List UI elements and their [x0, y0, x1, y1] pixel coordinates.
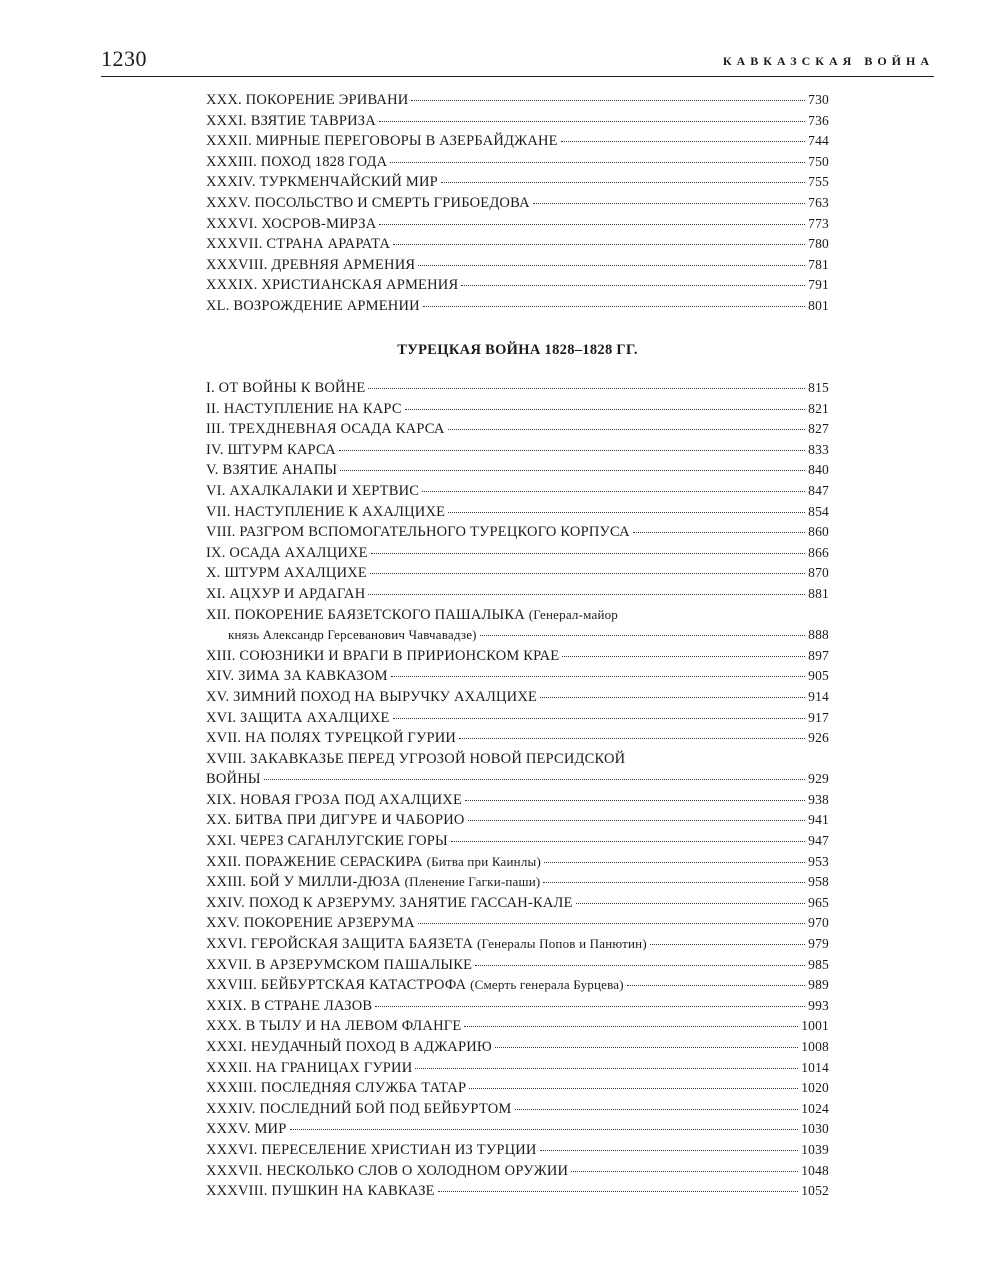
toc-entry-title: XXXIV. ТУРКМЕНЧАЙСКИЙ МИР: [206, 174, 438, 191]
toc-entry-page: 970: [808, 915, 829, 931]
toc-entry: [206, 440, 829, 461]
toc-entry-continuation: ВОЙНЫ: [206, 771, 261, 788]
toc-entry-title: XXX. ПОКОРЕНИЕ ЭРИВАНИ: [206, 92, 409, 108]
toc-entry: [206, 234, 829, 255]
toc-entry-note: (Пленение Гагки-паши): [404, 874, 541, 890]
toc-entry-page: 847: [808, 482, 829, 498]
toc-entry-page: 929: [808, 771, 829, 787]
dot-leader: [465, 799, 805, 801]
toc-entry-title: IX. ОСАДА АХАЛЦИХЕ: [206, 544, 368, 561]
toc-list-part1: [206, 90, 829, 317]
toc-entry-page: 801: [808, 297, 829, 313]
toc-entry: [206, 193, 829, 214]
dot-leader: [561, 140, 805, 142]
toc-entry: [206, 790, 829, 811]
toc-entry-page: 866: [808, 544, 829, 560]
toc-entry-page: 763: [808, 194, 829, 210]
dot-leader: [405, 408, 805, 410]
toc-entry-title: XXXI. ВЗЯТИЕ ТАВРИЗА: [206, 112, 376, 129]
toc-entry-page: 905: [808, 668, 829, 684]
dot-leader: [368, 593, 805, 595]
toc-entry: [206, 296, 829, 317]
toc-entry: [206, 666, 829, 687]
toc-entry-title: XXXVIII. ДРЕВНЯЯ АРМЕНИЯ: [206, 256, 416, 273]
dot-leader: [576, 902, 805, 904]
toc-entry-page: 1039: [801, 1141, 829, 1157]
toc-entry-title: XXXIII. ПОХОД 1828 ГОДА: [206, 153, 388, 170]
dot-leader: [423, 305, 805, 307]
toc-entry-page: 781: [808, 256, 829, 272]
dot-leader: [544, 861, 805, 863]
toc-entry-title: XXVIII. БЕЙБУРТСКАЯ КАТАСТРОФА: [206, 977, 467, 994]
toc-entry-page: 953: [808, 853, 829, 869]
toc-entry: [206, 460, 829, 481]
toc-entry-title: XXXVII. НЕСКОЛЬКО СЛОВ О ХОЛОДНОМ ОРУЖИИ: [206, 1162, 569, 1179]
toc-entry: [206, 131, 829, 152]
dot-leader: [461, 284, 805, 286]
toc-entry-title: XI. АЦХУР И АРДАГАН: [206, 585, 366, 602]
toc-entry-page: 854: [808, 503, 829, 519]
toc-entry: [206, 852, 829, 873]
toc-entry-title: IV. ШТУРМ КАРСА: [206, 441, 336, 458]
toc-entry-title: XVIII. ЗАКАВКАЗЬЕ ПЕРЕД УГРОЗОЙ НОВОЙ ПЕРСИДСКОЙ: [206, 750, 626, 767]
toc-entry: [206, 481, 829, 502]
toc-entry-page: 815: [808, 380, 829, 395]
running-title: КАВКАЗСКАЯ ВОЙНА: [722, 54, 934, 68]
toc-entry: [206, 152, 829, 173]
toc-entry-page: 730: [808, 92, 829, 107]
page-header: [101, 46, 934, 77]
dot-leader: [540, 696, 805, 698]
toc-entry: [206, 543, 829, 564]
toc-entry-page: 1008: [801, 1039, 829, 1054]
toc-entry-page: 736: [808, 112, 829, 128]
dot-leader: [515, 1108, 799, 1110]
toc-list-part2: [206, 378, 829, 1202]
toc-entry-page: 755: [808, 174, 829, 190]
dot-leader: [391, 675, 805, 677]
toc-entry: [206, 522, 829, 543]
toc-entry-page: 840: [808, 462, 829, 478]
toc-entry-title: XXIV. ПОХОД К АРЗЕРУМУ. ЗАНЯТИЕ ГАССАН-КАЛЕ: [206, 894, 573, 911]
toc-entry: [206, 1037, 829, 1058]
toc-entry-page: 1030: [801, 1121, 829, 1137]
dot-leader: [464, 1025, 798, 1027]
toc-entry-title: VI. АХАЛКАЛАКИ И ХЕРТВИС: [206, 482, 420, 499]
toc-entry-page: 780: [808, 236, 829, 252]
toc-entry-title: V. ВЗЯТИЕ АНАПЫ: [206, 462, 338, 479]
dot-leader: [418, 264, 805, 266]
toc-entry-title: XXXV. МИР: [206, 1121, 287, 1138]
toc-entry-title: XXVI. ГЕРОЙСКАЯ ЗАЩИТА БАЯЗЕТА: [206, 936, 474, 953]
toc-entry-page: 1014: [801, 1059, 829, 1075]
toc-entry: [206, 975, 829, 996]
toc-entry: [206, 728, 829, 749]
section-heading: ТУРЕЦКАЯ ВОЙНА 1828–1828 ГГ.: [397, 342, 638, 358]
dot-leader: [633, 531, 805, 533]
toc-entry: [206, 584, 829, 605]
toc-entry-line: [206, 605, 829, 626]
toc-entry-page: 989: [808, 977, 829, 993]
dot-leader: [418, 922, 806, 924]
toc-entry-title: XXII. ПОРАЖЕНИЕ СЕРАСКИРА: [206, 853, 423, 870]
toc-entry-title: XXXII. МИРНЫЕ ПЕРЕГОВОРЫ В АЗЕРБАЙДЖАНЕ: [206, 133, 558, 150]
dot-leader: [393, 243, 805, 245]
toc-entry-page: 1052: [801, 1183, 829, 1199]
toc-entry: [206, 111, 829, 132]
toc-entry: [206, 90, 829, 111]
toc-entry-title: XXIII. БОЙ У МИЛЛИ-ДЮЗА: [206, 874, 401, 891]
toc-entry-page: 993: [808, 997, 829, 1013]
dot-leader: [448, 428, 806, 430]
toc-entry-page: 827: [808, 421, 829, 437]
toc-entry-page: 744: [808, 133, 829, 149]
toc-entry-title: XIII. СОЮЗНИКИ И ВРАГИ В ПРИРИОНСКОМ КРАЕ: [206, 647, 560, 664]
toc-entry-title: XL. ВОЗРОЖДЕНИЕ АРМЕНИИ: [206, 297, 420, 314]
dot-leader: [340, 469, 805, 471]
toc-entry: [206, 1119, 829, 1140]
toc-entry: [206, 893, 829, 914]
toc-entry: [206, 378, 829, 399]
dot-leader: [448, 511, 805, 513]
toc-entry-page: 947: [808, 833, 829, 849]
toc-entry-page: 1020: [801, 1080, 829, 1096]
toc-entry-page: 926: [808, 730, 829, 746]
toc-entry-title: II. НАСТУПЛЕНИЕ НА КАРС: [206, 400, 402, 417]
toc-entry-page: 1001: [801, 1018, 829, 1034]
dot-leader: [571, 1170, 798, 1172]
toc-entry: [206, 1058, 829, 1079]
toc-entry: [206, 955, 829, 976]
toc-entry: [206, 1099, 829, 1120]
dot-leader: [475, 964, 805, 966]
toc-entry-note: (Генерал-майор: [528, 606, 618, 622]
dot-leader: [533, 202, 805, 204]
toc-entry-title: VIII. РАЗГРОМ ВСПОМОГАТЕЛЬНОГО ТУРЕЦКОГО КОРПУСА: [206, 524, 630, 541]
toc-entry-title: XXXVII. СТРАНА АРАРАТА: [206, 236, 391, 253]
toc-entry-title: X. ШТУРМ АХАЛЦИХЕ: [206, 565, 367, 582]
dot-leader: [480, 634, 805, 636]
dot-leader: [390, 161, 805, 163]
toc-entry-title: XXIX. В СТРАНЕ ЛАЗОВ: [206, 997, 373, 1014]
toc-entry-page: 941: [808, 812, 829, 828]
toc-entry-title: XXVII. В АРЗЕРУМСКОМ ПАШАЛЫКЕ: [206, 956, 473, 973]
toc-entry-title: XIV. ЗИМА ЗА КАВКАЗОМ: [206, 668, 388, 685]
toc-entry-page: 750: [808, 153, 829, 169]
toc-entry-title: XXI. ЧЕРЕЗ САГАНЛУГСКИЕ ГОРЫ: [206, 833, 448, 850]
dot-leader: [495, 1046, 798, 1048]
toc-entry-title: XVI. ЗАЩИТА АХАЛЦИХЕ: [206, 709, 390, 726]
dot-leader: [370, 572, 805, 574]
toc-entry-page: 914: [808, 688, 829, 704]
toc-entry: [206, 563, 829, 584]
toc-entry-page: 833: [808, 441, 829, 457]
dot-leader: [422, 490, 805, 492]
dot-leader: [650, 943, 805, 945]
toc-entry: [206, 172, 829, 193]
dot-leader: [371, 552, 805, 554]
toc-entry: [206, 810, 829, 831]
dot-leader: [540, 1149, 799, 1151]
toc-entry-title: XXX. В ТЫЛУ И НА ЛЕВОМ ФЛАНГЕ: [206, 1018, 462, 1035]
toc-entry-page: 958: [808, 874, 829, 890]
dot-leader: [368, 387, 805, 389]
toc-entry: [206, 872, 829, 893]
toc-entry-note: (Смерть генерала Бурцева): [470, 977, 624, 993]
toc-entry-title: XX. БИТВА ПРИ ДИГУРЕ И ЧАБОРИО: [206, 812, 465, 829]
toc-entry: [206, 399, 829, 420]
toc-entry-title: XXXII. НА ГРАНИЦАХ ГУРИИ: [206, 1059, 413, 1076]
toc-entry: [206, 769, 829, 790]
toc-entry: [206, 419, 829, 440]
toc-entry-title: I. ОТ ВОЙНЫ К ВОЙНЕ: [206, 380, 366, 396]
toc-entry: [206, 214, 829, 235]
toc-entry: [206, 831, 829, 852]
toc-entry-page: 897: [808, 647, 829, 663]
dot-leader: [562, 655, 805, 657]
dot-leader: [469, 1087, 798, 1089]
toc-entry-page: 965: [808, 894, 829, 910]
dot-leader: [451, 840, 805, 842]
toc-entry: [206, 1181, 829, 1202]
toc-entry: [206, 1078, 829, 1099]
toc-entry: [206, 934, 829, 955]
toc-entry-page: 1024: [801, 1100, 829, 1116]
toc-entry-title: XXXVI. ПЕРЕСЕЛЕНИЕ ХРИСТИАН ИЗ ТУРЦИИ: [206, 1141, 537, 1158]
toc-entry: [206, 708, 829, 729]
toc-entry: [206, 275, 829, 296]
toc-entry-page: 979: [808, 936, 829, 952]
toc-entry-title: XV. ЗИМНИЙ ПОХОД НА ВЫРУЧКУ АХАЛЦИХЕ: [206, 688, 538, 705]
dot-leader: [379, 223, 805, 225]
toc-entry-title: XIX. НОВАЯ ГРОЗА ПОД АХАЛЦИХЕ: [206, 791, 463, 808]
toc-entry: [206, 913, 829, 934]
toc-entry-title: XXXIV. ПОСЛЕДНИЙ БОЙ ПОД БЕЙБУРТОМ: [206, 1100, 512, 1117]
toc-entry-title: XXXVI. ХОСРОВ-МИРЗА: [206, 215, 377, 232]
toc-entry-title: XXXVIII. ПУШКИН НА КАВКАЗЕ: [206, 1183, 435, 1200]
toc-entry-page: 881: [808, 585, 829, 601]
toc-entry-page: 821: [808, 400, 829, 416]
toc-entry-title: XII. ПОКОРЕНИЕ БАЯЗЕТСКОГО ПАШАЛЫКА: [206, 606, 525, 623]
dot-leader: [459, 737, 805, 739]
dot-leader: [627, 984, 805, 986]
toc-entry-page: 773: [808, 215, 829, 231]
toc-entry-title: III. ТРЕХДНЕВНАЯ ОСАДА КАРСА: [206, 421, 445, 438]
dot-leader: [411, 99, 805, 101]
toc-entry: [206, 1016, 829, 1037]
dot-leader: [264, 778, 805, 780]
dot-leader: [339, 449, 805, 451]
toc-entry-page: 1048: [801, 1162, 829, 1178]
toc-entry: [206, 1161, 829, 1182]
toc-entry: [206, 625, 829, 646]
dot-leader: [441, 181, 805, 183]
toc-entry-page: 791: [808, 277, 829, 293]
toc-entry-page: 917: [808, 709, 829, 725]
dot-leader: [543, 881, 805, 883]
toc-entry-title: XXXV. ПОСОЛЬСТВО И СМЕРТЬ ГРИБОЕДОВА: [206, 194, 530, 211]
dot-leader: [438, 1190, 798, 1192]
toc-entry-page: 938: [808, 791, 829, 807]
toc-entry: [206, 687, 829, 708]
toc-entry-page: 860: [808, 524, 829, 540]
dot-leader: [375, 1005, 805, 1007]
toc-entry-title: XXXIX. ХРИСТИАНСКАЯ АРМЕНИЯ: [206, 277, 459, 294]
toc-entry-note: (Битва при Каинлы): [426, 853, 541, 869]
toc-entry-title: VII. НАСТУПЛЕНИЕ К АХАЛЦИХЕ: [206, 503, 446, 520]
dot-leader: [290, 1128, 799, 1130]
toc-entry: [206, 502, 829, 523]
toc-entry-page: 985: [808, 956, 829, 972]
dot-leader: [415, 1067, 798, 1069]
toc-entry: [206, 996, 829, 1017]
dot-leader: [393, 717, 806, 719]
toc-entry-title: XXXI. НЕУДАЧНЫЙ ПОХОД В АДЖАРИЮ: [206, 1039, 492, 1055]
page-number: 1230: [101, 46, 147, 71]
dot-leader: [468, 819, 806, 821]
toc-entry-title: XXV. ПОКОРЕНИЕ АРЗЕРУМА: [206, 915, 415, 932]
toc-entry: [206, 255, 829, 276]
dot-leader: [379, 120, 805, 122]
toc-entry-title: XVII. НА ПОЛЯХ ТУРЕЦКОЙ ГУРИИ: [206, 730, 457, 747]
toc-entry: [206, 646, 829, 667]
toc-entry: [206, 1140, 829, 1161]
toc-entry-page: 888: [808, 627, 829, 643]
toc-entry-page: 870: [808, 565, 829, 581]
toc-entry-title: XXXIII. ПОСЛЕДНЯЯ СЛУЖБА ТАТАР: [206, 1080, 467, 1097]
toc-entry-note: (Генералы Попов и Панютин): [476, 936, 647, 952]
toc-entry-continuation: князь Александр Герсеванович Чавчавадзе): [228, 627, 477, 643]
toc-entry-line: [206, 749, 829, 770]
